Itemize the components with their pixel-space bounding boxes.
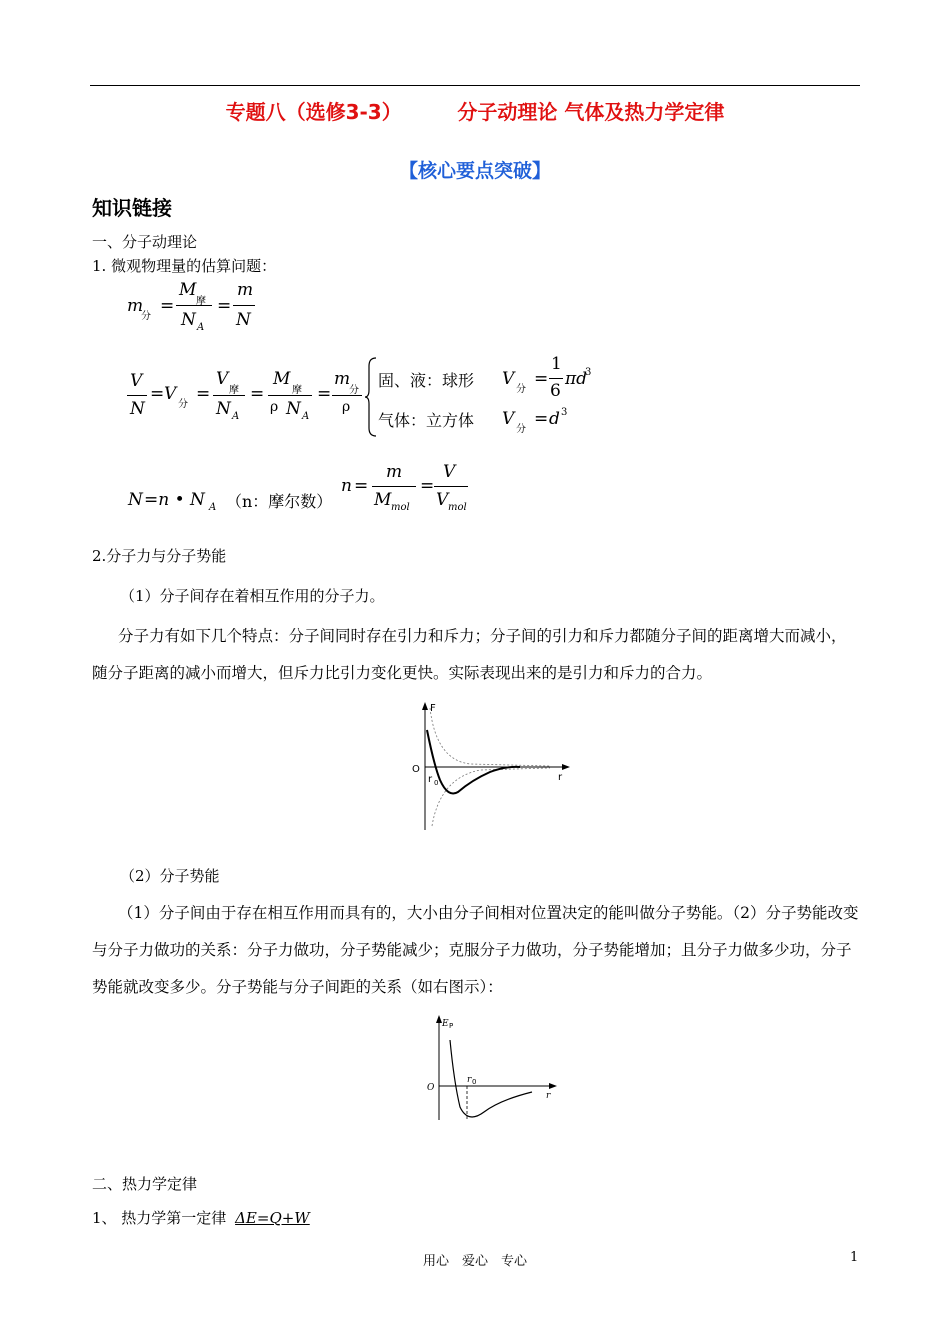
- page-number: 1: [850, 1250, 859, 1265]
- origin-label: O: [412, 764, 420, 775]
- svg-text:0: 0: [434, 779, 439, 787]
- knowledge-heading: 知识链接: [92, 196, 172, 220]
- item1-heading: 1. 微观物理量的估算问题：: [92, 257, 277, 275]
- svg-text:P: P: [449, 1022, 454, 1030]
- paragraph-potential: （1）分子间由于存在相互作用而具有的，大小由分子间相对位置决定的能叫做分子势能。（2）分子势能改变与分子力做功的关系：分子力做功，分子势能减少；克服分子力做功，分子势能增加；且分子力做多少功，分子势能就改变多少。分子势能与分子间距的关系（如右图示）：: [92, 904, 859, 996]
- axis-label-F: F: [430, 703, 436, 714]
- potential-distance-figure: [424, 1012, 564, 1122]
- origin-label: O: [427, 1083, 435, 1093]
- axis-label-r: r: [546, 1091, 551, 1101]
- r0-label: r: [428, 774, 433, 785]
- sub1-heading: （1）分子间存在着相互作用的分子力。: [120, 587, 385, 605]
- part2-heading: 二、热力学定律: [92, 1175, 198, 1193]
- sub2-heading: （2）分子势能: [120, 867, 220, 885]
- paragraph-force: 分子力有如下几个特点：分子间同时存在引力和斥力；分子间的引力和斥力都随分子间的距离增大而减小，随分子距离的减小而增大，但斥力比引力变化更快。实际表现出来的是引力和斥力的合力。: [92, 627, 847, 682]
- svg-text:0: 0: [472, 1078, 477, 1086]
- axis-label-r: r: [558, 772, 563, 783]
- header-rule: [90, 85, 860, 86]
- force-distance-figure: [410, 700, 570, 832]
- axis-label-Ep: E: [442, 1019, 449, 1029]
- page-title: 专题八（选修3-3） 分子动理论 气体及热力学定律: [225, 100, 725, 124]
- law1-line: [92, 1208, 310, 1228]
- item2-heading: 2.分子力与分子势能: [92, 547, 227, 565]
- law1-label: 1、 热力学第一定律: [92, 1209, 227, 1227]
- law1-formula: ΔE=Q+W: [235, 1209, 310, 1227]
- section-banner: 【核心要点突破】: [398, 160, 551, 182]
- part1-heading: 一、分子动理论: [92, 233, 198, 251]
- footer-slogan: 用心 爱心 专心: [422, 1254, 527, 1269]
- r0-label: r: [467, 1075, 472, 1085]
- left-brace: [364, 356, 378, 438]
